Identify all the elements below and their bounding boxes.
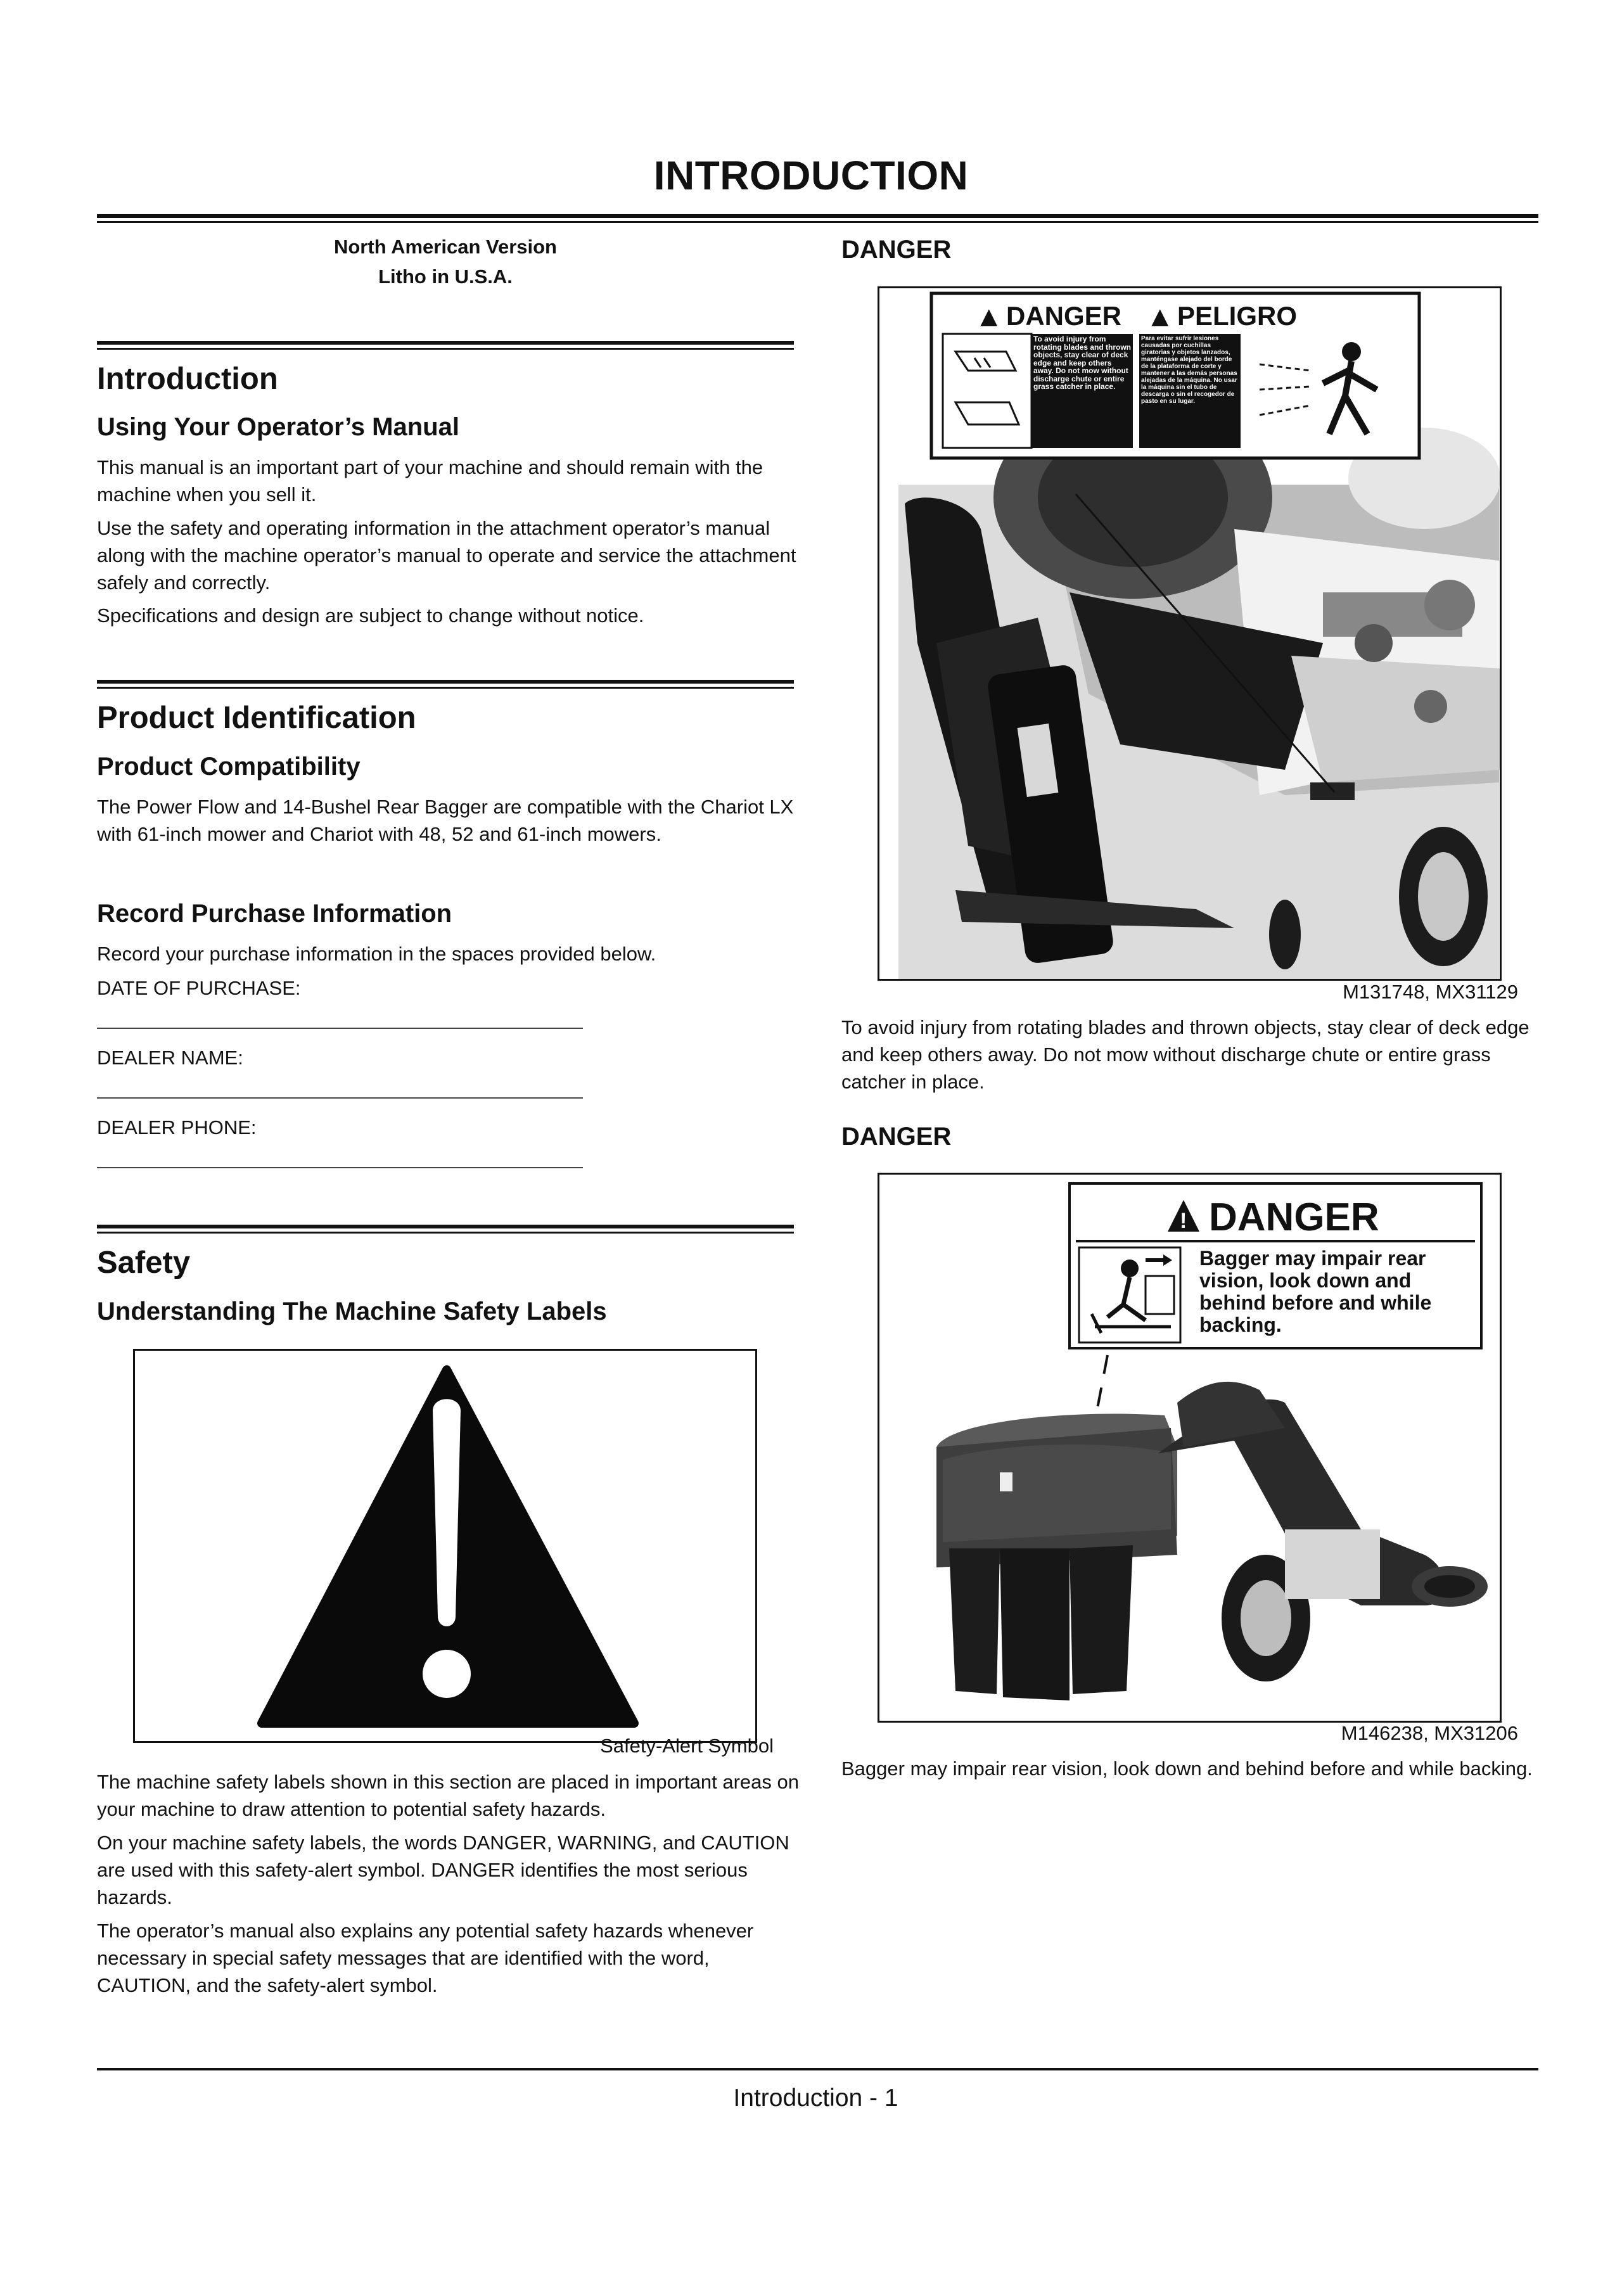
- section-rule: [97, 1232, 794, 1234]
- danger-1-label-en: To avoid injury from rotating blades and thrown objects, stay clear of deck edge and keep others away. Do not mow without discharge chute or entire grass catcher in place.: [1033, 335, 1132, 391]
- record-purchase-paragraph: Record your purchase information in the spaces provided below.: [97, 943, 656, 965]
- product-compatibility-heading: Product Compatibility: [97, 753, 361, 781]
- safety-paragraph-3: The operator’s manual also explains any potential safety hazards whenever necessary in special safety messages that are identified with the word, CAUTION, and the safety-alert symbol.: [97, 1920, 754, 1996]
- introduction-heading: Introduction: [97, 362, 278, 396]
- using-manual-heading: Using Your Operator’s Manual: [97, 413, 459, 441]
- safety-labels-heading: Understanding The Machine Safety Labels: [97, 1298, 607, 1325]
- danger-1-figure: [878, 286, 1502, 981]
- danger-2-text: Bagger may impair rear vision, look down and behind before and while backing.: [841, 1757, 1533, 1780]
- safety-paragraph-1: The machine safety labels shown in this section are placed in important areas on your machine to draw attention to potential safety hazards.: [97, 1771, 799, 1820]
- danger-1-heading: DANGER: [841, 236, 952, 264]
- dealer-phone-line: [97, 1167, 583, 1168]
- safety-heading: Safety: [97, 1246, 191, 1280]
- danger-1-caption: M131748, MX31129: [1343, 981, 1518, 1003]
- svg-text:▲: ▲: [974, 300, 1004, 333]
- product-identification-heading: Product Identification: [97, 701, 416, 735]
- section-rule: [97, 687, 794, 689]
- version-line-2: Litho in U.S.A.: [378, 265, 513, 288]
- danger-2-caption: M146238, MX31206: [1341, 1722, 1518, 1744]
- danger-word-label: DANGER: [1006, 301, 1122, 331]
- danger-2-heading: DANGER: [841, 1123, 952, 1151]
- record-purchase-heading: Record Purchase Information: [97, 900, 452, 928]
- title-rule: [97, 214, 1538, 218]
- safety-alert-triangle-icon: [135, 1351, 755, 1741]
- danger-1-label-es: Para evitar sufrir lesiones causadas por cuchillas giratorias y objetos lanzados, manténgase alejado del borde de la plataforma de corte y mantener a las demás personas alejadas de la máquina. No usar la máquina sin el tubo de descarga o sin el recogedor de pasto en su lugar.: [1141, 335, 1237, 405]
- date-of-purchase-line: [97, 1028, 583, 1029]
- safety-alert-figure: [133, 1349, 757, 1743]
- mower-deck-photo: [879, 288, 1500, 979]
- dealer-phone-label: DEALER PHONE:: [97, 1116, 257, 1138]
- dealer-name-line: [97, 1097, 583, 1099]
- dealer-name-label: DEALER NAME:: [97, 1047, 243, 1069]
- section-rule: [97, 1225, 794, 1228]
- safety-alert-caption: Safety-Alert Symbol: [600, 1735, 774, 1757]
- title-rule-2: [97, 221, 1538, 223]
- date-of-purchase-label: DATE OF PURCHASE:: [97, 977, 301, 999]
- section-rule: [97, 680, 794, 684]
- footer-rule: [97, 2068, 1538, 2070]
- danger-1-text: To avoid injury from rotating blades and thrown objects, stay clear of deck edge and keep others away. Do not mow without discharge chute or entire grass catcher in place.: [841, 1016, 1529, 1093]
- danger-2-label-text: Bagger may impair rear vision, look down and behind before and while backing.: [1199, 1247, 1432, 1336]
- rear-bagger-photo: [879, 1175, 1500, 1721]
- danger-2-figure: [878, 1173, 1502, 1723]
- safety-paragraph-2: On your machine safety labels, the words DANGER, WARNING, and CAUTION are used with this safety-alert symbol. DANGER identifies the most serious hazards.: [97, 1832, 789, 1908]
- version-line-1: North American Version: [333, 236, 557, 258]
- danger-2-word: DANGER: [1209, 1196, 1379, 1239]
- svg-text:!: !: [1180, 1209, 1187, 1233]
- using-manual-paragraph-1: This manual is an important part of your machine and should remain with the machine when you sell it.: [97, 456, 763, 506]
- section-rule: [97, 348, 794, 350]
- page-title: INTRODUCTION: [653, 153, 969, 198]
- peligro-word-label: PELIGRO: [1177, 301, 1298, 331]
- using-manual-paragraph-3: Specifications and design are subject to change without notice.: [97, 604, 644, 627]
- svg-text:▲: ▲: [1146, 300, 1175, 333]
- using-manual-paragraph-2: Use the safety and operating information in the attachment operator’s manual along with the machine operator’s manual to operate and service the attachment safely and correctly.: [97, 517, 796, 594]
- product-compatibility-paragraph: The Power Flow and 14-Bushel Rear Bagger are compatible with the Chariot LX with 61-inch mower and Chariot with 48, 52 and 61-inch mowers.: [97, 796, 794, 845]
- section-rule: [97, 341, 794, 345]
- page-footer: Introduction - 1: [733, 2084, 898, 2112]
